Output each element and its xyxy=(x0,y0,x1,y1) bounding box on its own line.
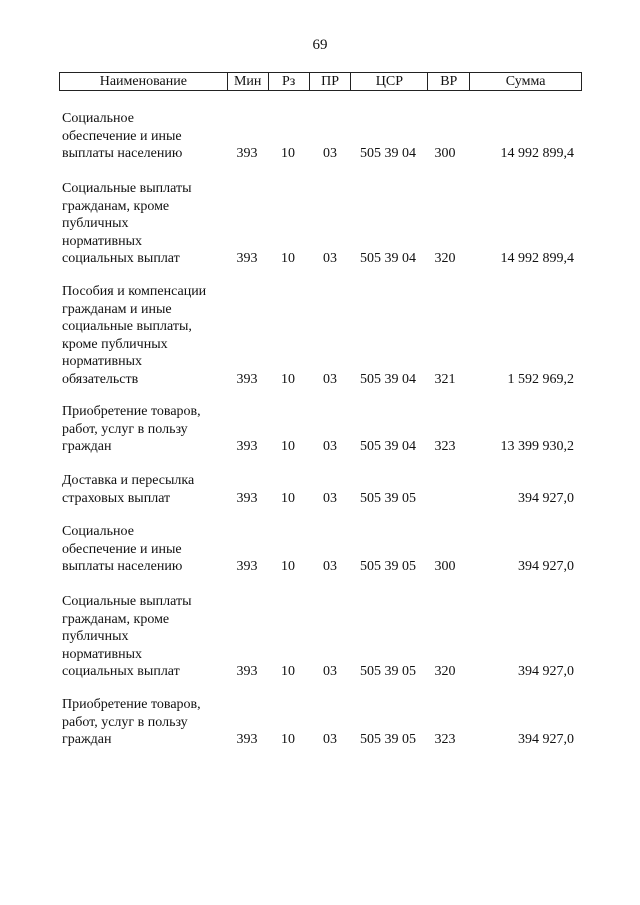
name-line: нормативных xyxy=(62,646,143,662)
name-line: публичных xyxy=(62,629,129,644)
cell-csr: 505 39 05 xyxy=(360,732,416,747)
cell-vr: 323 xyxy=(434,439,456,454)
table-row xyxy=(0,472,640,507)
table-row xyxy=(0,403,640,456)
page-number: 69 xyxy=(312,37,328,53)
name-line: граждан xyxy=(62,439,112,454)
name-line: Социальные выплаты xyxy=(62,594,192,609)
cell-pr: 03 xyxy=(323,490,337,506)
cell-rz: 10 xyxy=(281,732,295,747)
cell-csr: 505 39 05 xyxy=(360,664,416,679)
cell-sum: 394 927,0 xyxy=(518,732,574,747)
cell-name xyxy=(62,180,232,268)
header-name: Наименование xyxy=(60,73,228,91)
cell-min: 393 xyxy=(236,439,258,454)
table-row xyxy=(0,110,640,163)
cell-name xyxy=(62,110,232,163)
table-row xyxy=(0,593,640,681)
cell-name xyxy=(62,593,232,681)
name-line: работ, услуг в пользу xyxy=(62,421,188,437)
cell-rz: 10 xyxy=(281,439,295,454)
header-pr: ПР xyxy=(309,73,351,91)
name-line: социальных выплат xyxy=(62,664,180,679)
cell-rz: 10 xyxy=(281,371,295,387)
name-line: нормативных xyxy=(62,233,143,249)
cell-pr: 03 xyxy=(323,559,337,574)
cell-rz: 10 xyxy=(281,559,295,574)
cell-name xyxy=(62,283,232,388)
table-row xyxy=(0,696,640,749)
cell-sum: 13 399 930,2 xyxy=(500,439,574,454)
cell-name xyxy=(62,403,232,456)
cell-name xyxy=(62,696,232,749)
cell-vr: 320 xyxy=(434,251,456,266)
cell-csr: 505 39 04 xyxy=(360,146,416,161)
cell-pr: 03 xyxy=(323,371,337,387)
cell-name xyxy=(62,472,232,507)
name-line: Доставка и пересылка xyxy=(62,473,195,488)
name-line: гражданам, кроме xyxy=(62,198,170,214)
cell-csr: 505 39 04 xyxy=(360,439,416,454)
name-line: публичных xyxy=(62,216,129,231)
name-line: граждан xyxy=(62,732,112,747)
cell-sum: 394 927,0 xyxy=(518,559,574,574)
cell-vr: 300 xyxy=(434,146,456,161)
header-csr: ЦСР xyxy=(351,73,428,91)
cell-sum: 394 927,0 xyxy=(518,664,574,679)
cell-name xyxy=(62,523,232,576)
name-line: Приобретение товаров, xyxy=(62,404,201,419)
header-min: Мин xyxy=(227,73,268,91)
cell-pr: 03 xyxy=(323,146,337,161)
name-line: гражданам и иные xyxy=(62,301,172,317)
cell-sum: 14 992 899,4 xyxy=(500,146,574,161)
name-line: социальных выплат xyxy=(62,251,180,266)
name-line: страховых выплат xyxy=(62,490,171,506)
name-line: гражданам, кроме xyxy=(62,611,170,627)
cell-csr: 505 39 04 xyxy=(360,251,416,266)
cell-min: 393 xyxy=(236,146,258,161)
name-line: нормативных xyxy=(62,354,143,369)
name-line: социальные выплаты, xyxy=(62,319,192,334)
cell-vr: 320 xyxy=(434,664,456,679)
header-sum: Сумма xyxy=(470,73,582,91)
cell-pr: 03 xyxy=(323,439,337,454)
name-line: обеспечение и иные xyxy=(62,128,182,144)
cell-sum: 394 927,0 xyxy=(518,490,574,506)
cell-rz: 10 xyxy=(281,146,295,161)
cell-rz: 10 xyxy=(281,664,295,679)
name-line: работ, услуг в пользу xyxy=(62,714,188,730)
name-line: Социальное xyxy=(62,111,134,126)
name-line: обязательств xyxy=(62,371,139,387)
cell-min: 393 xyxy=(236,251,258,266)
cell-csr: 505 39 05 xyxy=(360,490,416,506)
cell-min: 393 xyxy=(236,664,258,679)
cell-csr: 505 39 05 xyxy=(360,559,416,574)
header-rz: Рз xyxy=(268,73,309,91)
name-line: выплаты населению xyxy=(62,559,183,574)
name-line: кроме публичных xyxy=(62,336,168,352)
cell-pr: 03 xyxy=(323,251,337,266)
name-line: Социальное xyxy=(62,524,134,539)
cell-csr: 505 39 04 xyxy=(360,371,416,387)
cell-vr: 321 xyxy=(434,371,456,387)
name-line: обеспечение и иные xyxy=(62,541,182,557)
cell-min: 393 xyxy=(236,371,258,387)
cell-rz: 10 xyxy=(281,490,295,506)
name-line: Социальные выплаты xyxy=(62,181,192,196)
name-line: Пособия и компенсации xyxy=(62,284,207,299)
cell-sum: 14 992 899,4 xyxy=(500,251,574,266)
table-row xyxy=(0,180,640,268)
cell-sum: 1 592 969,2 xyxy=(507,371,574,387)
name-line: Приобретение товаров, xyxy=(62,697,201,712)
cell-vr: 300 xyxy=(434,559,456,574)
cell-min: 393 xyxy=(236,732,258,747)
cell-min: 393 xyxy=(236,490,258,506)
cell-pr: 03 xyxy=(323,732,337,747)
cell-vr: 323 xyxy=(434,732,456,747)
cell-rz: 10 xyxy=(281,251,295,266)
cell-min: 393 xyxy=(236,559,258,574)
table-row xyxy=(0,283,640,388)
table-row xyxy=(0,523,640,576)
cell-pr: 03 xyxy=(323,664,337,679)
header-vr: ВР xyxy=(428,73,470,91)
name-line: выплаты населению xyxy=(62,146,183,161)
